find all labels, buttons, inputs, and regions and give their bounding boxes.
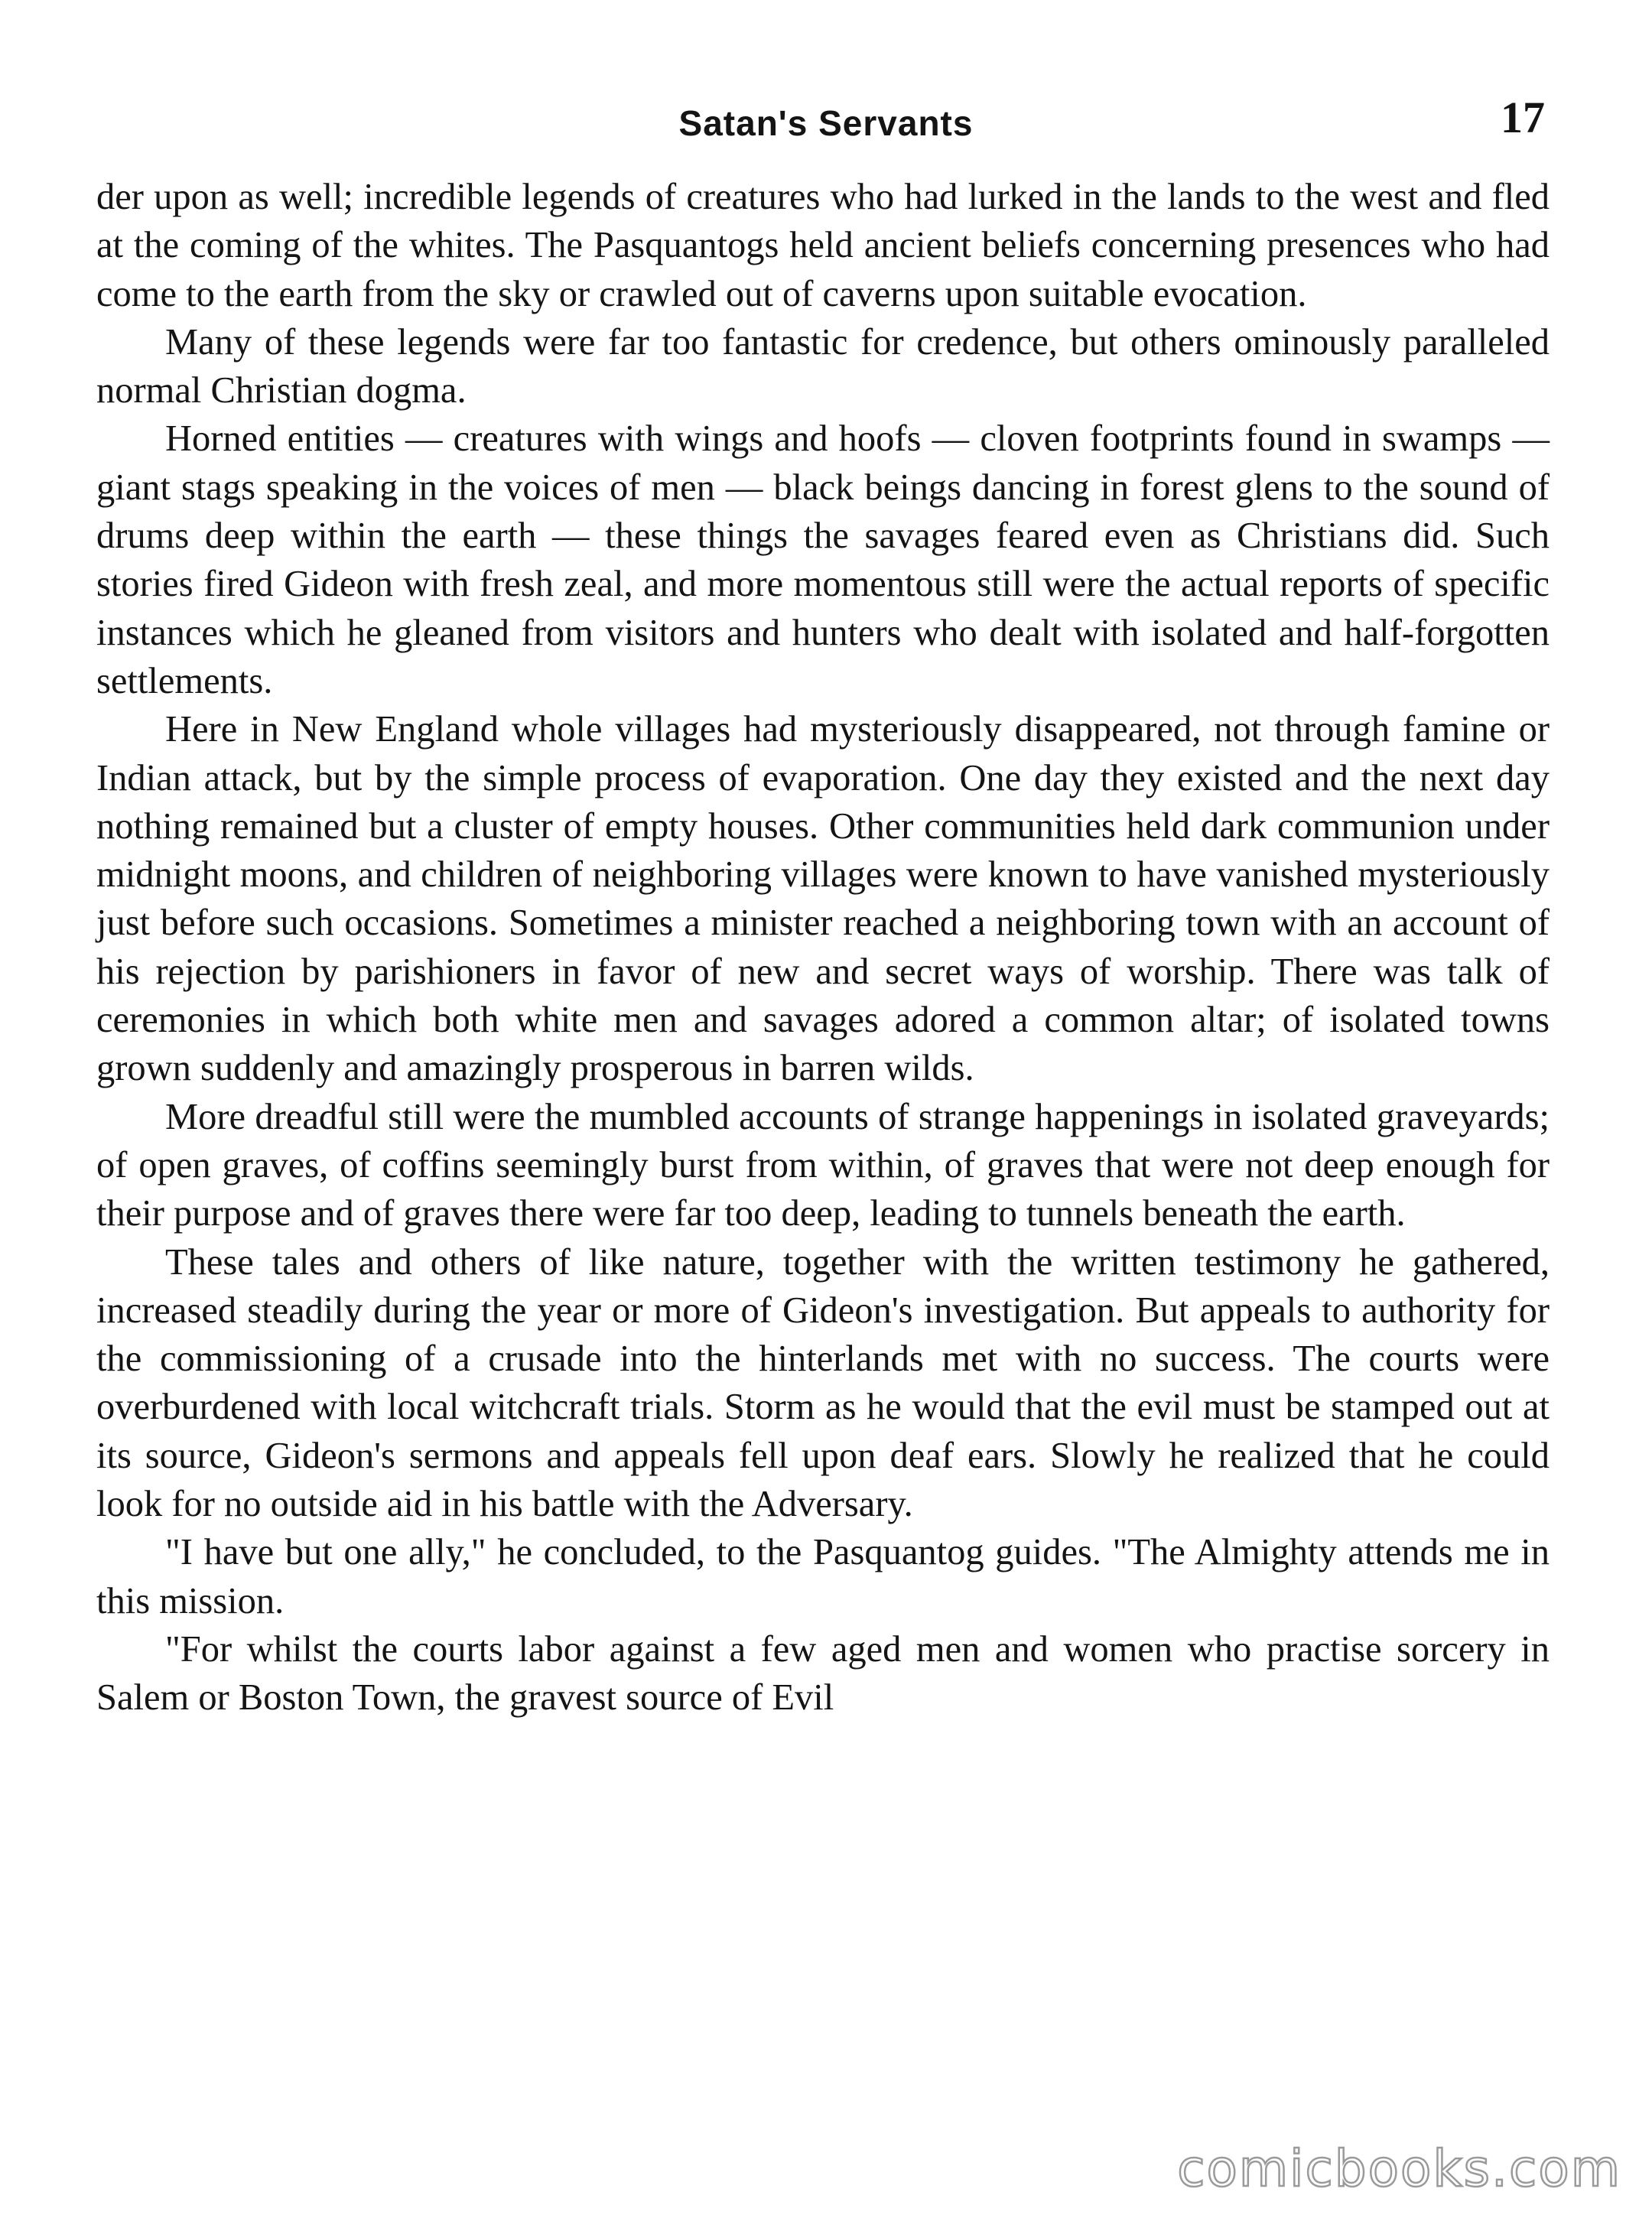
paragraph: More dreadful still were the mumbled accounts of strange happenings in isolated graveyards; of open graves, of coffins seemingly burst from within, of graves that were not deep enough for their purpose and of graves there were far too deep, leading to tunnels beneath the earth. bbox=[96, 1096, 1550, 1234]
paragraph: Horned entities — creatures with wings and hoofs — cloven footprints found in swamps — giant stags speaking in the voices of men — black beings dancing in forest glens to the sound of drums deep within the earth — these things the savages feared even as Christians did. Such stories fired Gideon with fresh zeal, and more momentous still were the actual reports of specific instances which he gleaned from visitors and hunters who dealt with isolated and half-forgotten settlements. bbox=[96, 418, 1550, 701]
running-title: Satan's Servants bbox=[678, 103, 974, 143]
page-number: 17 bbox=[1501, 93, 1545, 142]
paragraph: "For whilst the courts labor against a few aged men and women who practise sorcery in Salem or Boston Town, the gravest source of Evil bbox=[96, 1628, 1550, 1719]
watermark-logo: comicbooks.com bbox=[1177, 2139, 1621, 2198]
body-text bbox=[96, 173, 1550, 1722]
paragraph: "I have but one ally," he concluded, to the Pasquantog guides. "The Almighty attends me in this mission. bbox=[96, 1532, 1550, 1621]
running-head bbox=[0, 92, 1652, 153]
paragraph: These tales and others of like nature, together with the written testimony he gathered, increased steadily during the year or more of Gideon's investigation. But appeals to authority for the commissioning of a crusade into the hinterlands met with no success. The courts were overburdened with local witchcraft trials. Storm as he would that the evil must be stamped out at its source, Gideon's sermons and appeals fell upon deaf ears. Slowly he realized that he could look for no outside aid in his battle with the Adversary. bbox=[96, 1241, 1550, 1525]
paragraph-continued: der upon as well; incredible legends of creatures who had lurked in the lands to the west and fled at the coming of the whites. The Pasquantogs held ancient beliefs concerning presences who had come to the earth from the sky or crawled out of caverns upon suitable evocation. bbox=[96, 177, 1550, 314]
paragraph: Here in New England whole villages had mysteriously disappeared, not through famine or Indian attack, but by the simple process of evaporation. One day they existed and the next day nothing remained but a cluster of empty houses. Other communities held dark communion under midnight moons, and children of neighboring villages were known to have vanished mysteriously just before such occasions. Sometimes a minister reached a neighboring town with an account of his rejection by parishioners in favor of new and secret ways of worship. There was talk of ceremonies in which both white men and savages adored a common altar; of isolated towns grown suddenly and amazingly prosperous in barren wilds. bbox=[96, 709, 1550, 1089]
paragraph: Many of these legends were far too fantastic for credence, but others ominously paralleled normal Christian dogma. bbox=[96, 321, 1550, 411]
